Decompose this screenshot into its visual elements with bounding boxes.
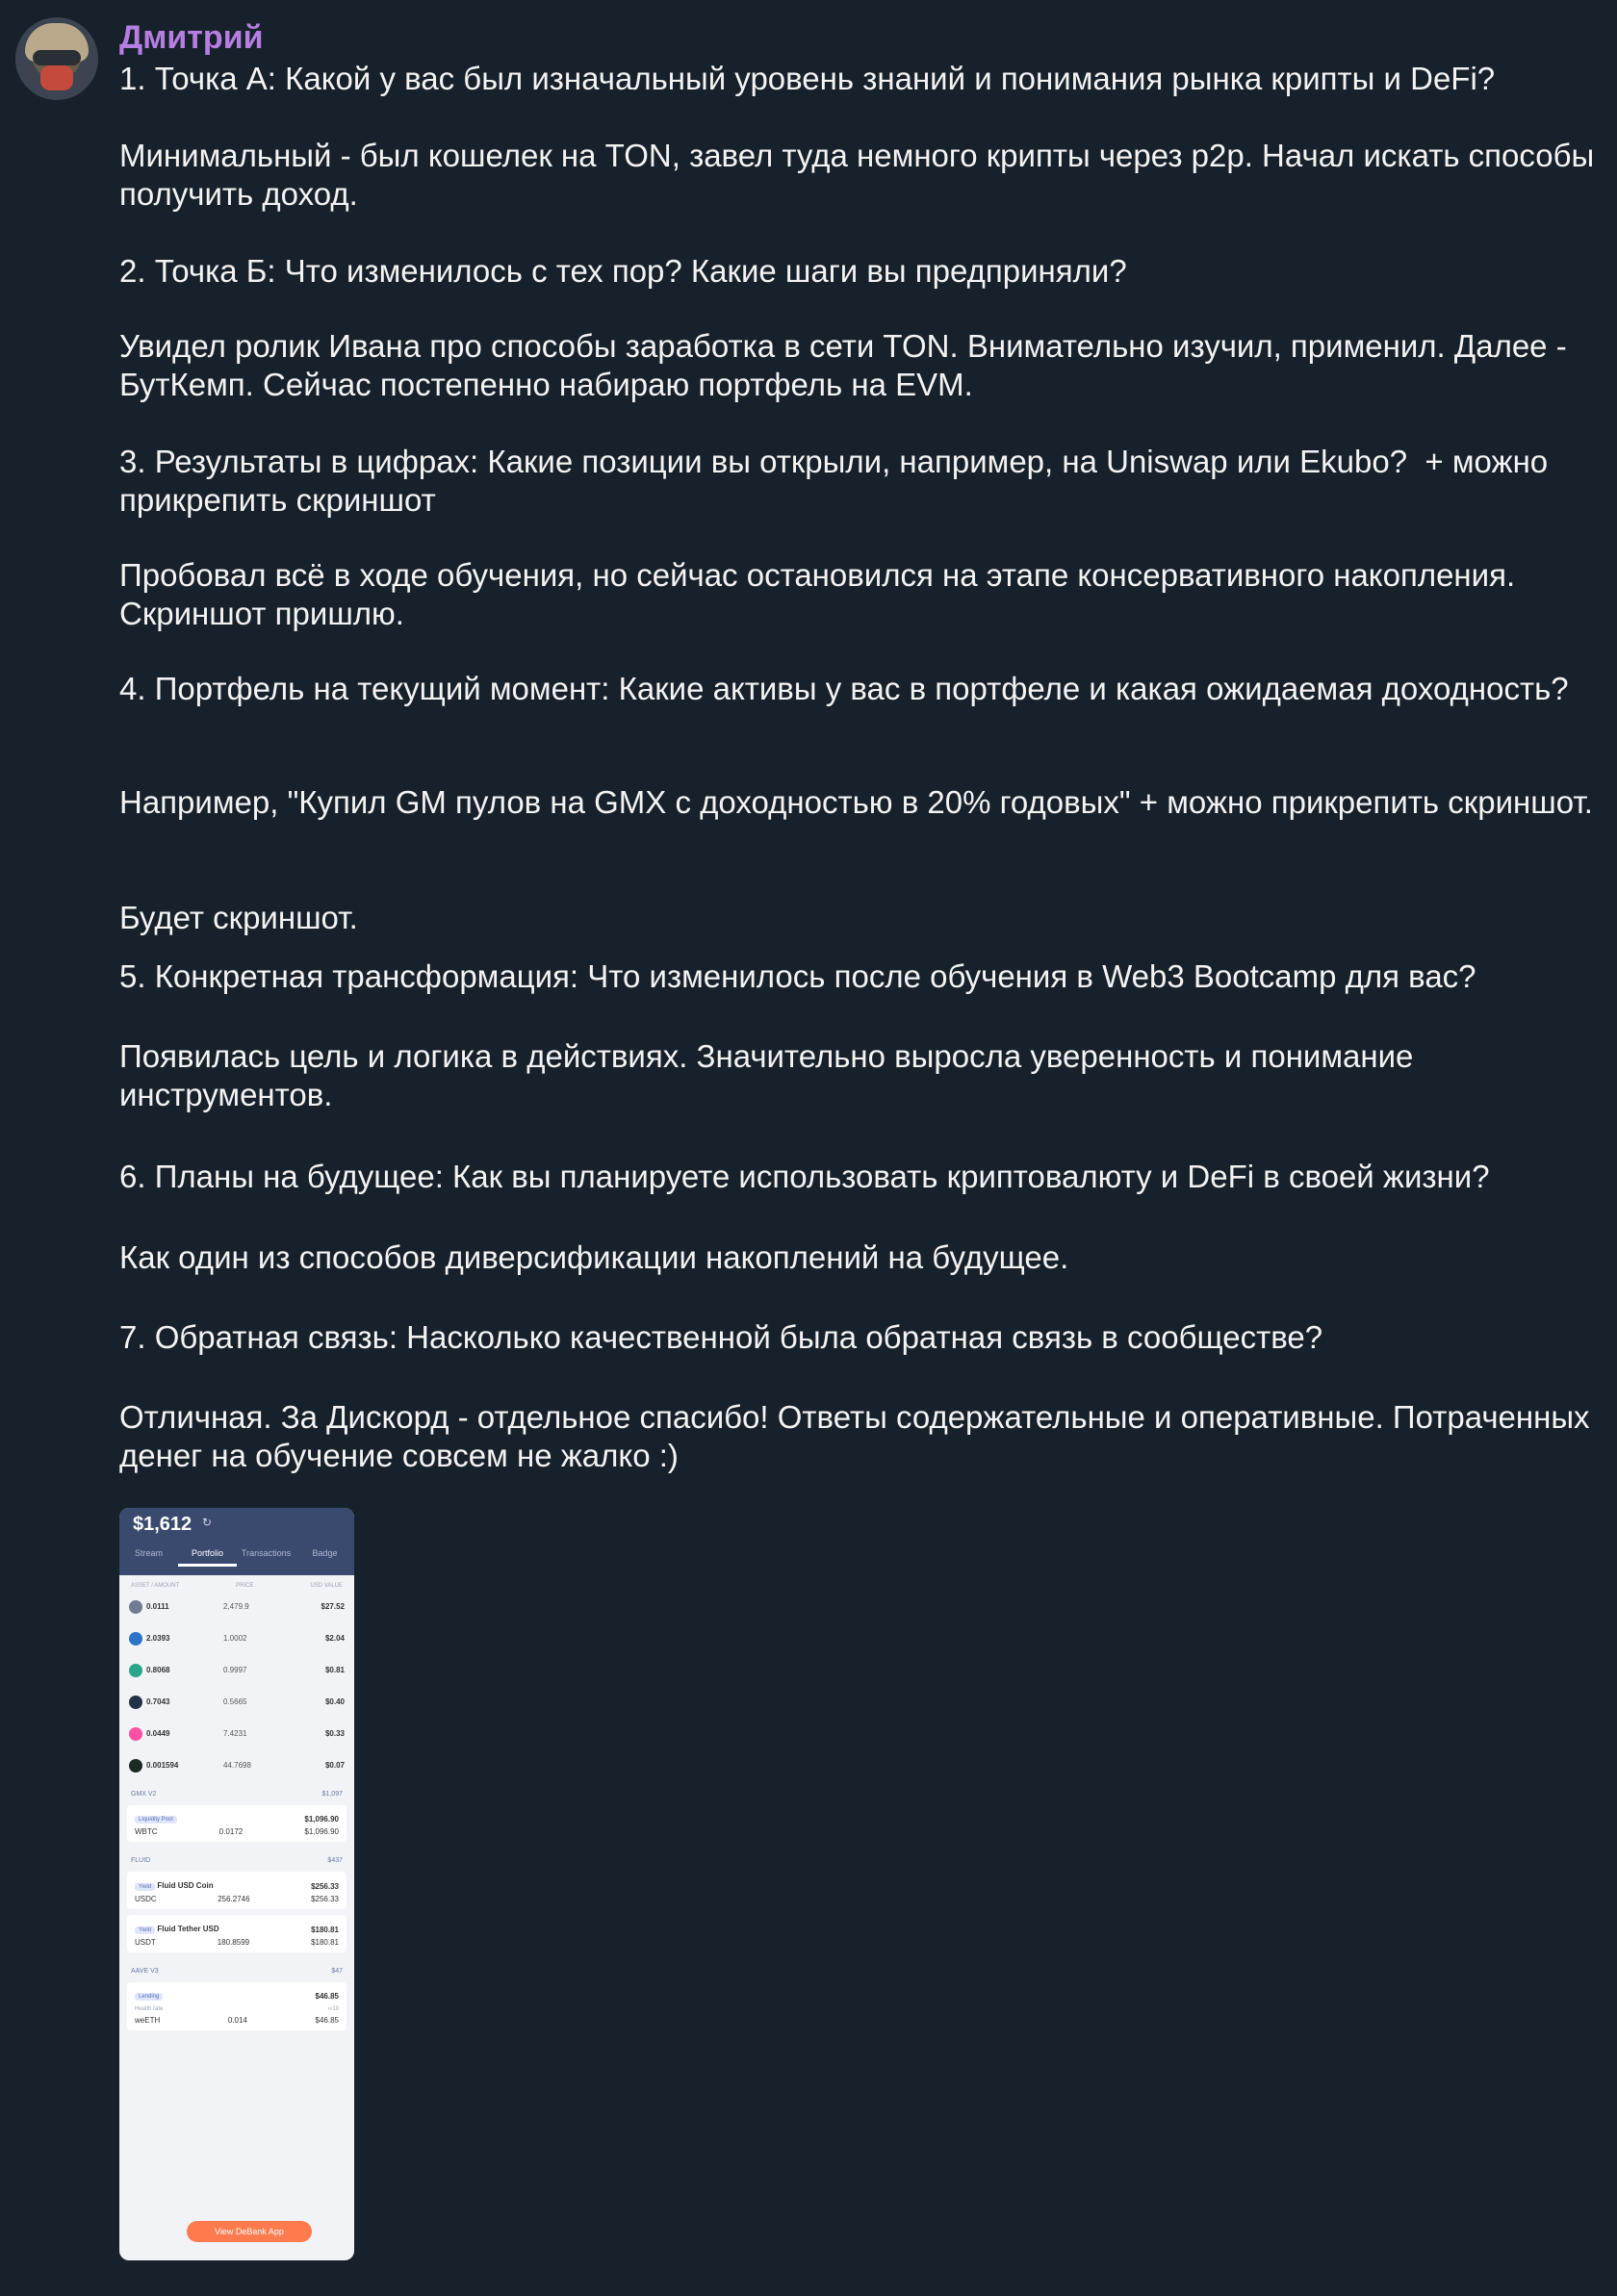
token-icon [129, 1600, 142, 1614]
token-icon [129, 1759, 142, 1773]
gmx-card: Liquidity Pool $1,096.90 WBTC 0.0172 $1,096.90 [127, 1805, 346, 1842]
message-line: 6. Планы на будущее: Как вы планируете использовать криптовалюту и DeFi в своей жизни? [119, 1159, 1490, 1194]
message-line: Отличная. За Дискорд - отдельное спасибо! Ответы содержательные и оперативные. Потраченных денег на обучение совсем не жалко :) [119, 1399, 1599, 1473]
portfolio-header [119, 1508, 354, 1575]
token-row: 0.8068 0.9997 $0.81 [119, 1654, 354, 1686]
protocol-fluid: FLUID $437 [131, 1857, 343, 1864]
token-icon [129, 1632, 142, 1645]
message-line: Пробовал всё в ходе обучения, но сейчас остановился на этапе консервативного накопления. Скриншот пришлю. [119, 557, 1525, 631]
message-line: Как один из способов диверсификации накоплений на будущее. [119, 1239, 1069, 1275]
token-icon [129, 1664, 142, 1677]
message-line: 2. Точка Б: Что изменилось с тех пор? Какие шаги вы предприняли? [119, 253, 1127, 289]
portfolio-screenshot[interactable] [119, 1508, 354, 2260]
fluid-card: Yield Fluid Tether USD $180.81 USDT 180.8599 $180.81 [127, 1915, 346, 1952]
message-line: Минимальный - был кошелек на TON, завел туда немного крипты через p2p. Начал искать способы получить доход. [119, 138, 1604, 212]
message-line: 4. Портфель на текущий момент: Какие активы у вас в портфеле и какая ожидаемая доходность? [119, 671, 1569, 706]
token-row: 0.001594 44.7698 $0.07 [119, 1749, 354, 1781]
message-line: 1. Точка А: Какой у вас был изначальный уровень знаний и понимания рынка крипты и DeFi? [119, 61, 1496, 96]
aave-card: Lending $46.85 Health rate ∞10 weETH 0.014 $46.85 [127, 1982, 346, 2030]
token-icon [129, 1727, 142, 1741]
protocol-aave: AAVE V3 $47 [131, 1968, 343, 1975]
message-line: Увидел ролик Ивана про способы заработка в сети TON. Внимательно изучил, применил. Далее - БутКемп. Сейчас постепенно набираю портфель на EVM. [119, 328, 1576, 402]
token-row: 0.0111 2,479.9 $27.52 [119, 1591, 354, 1622]
tab-transactions: Transactions [241, 1548, 292, 1558]
message-line: Появилась цель и логика в действиях. Значительно выросла уверенность и понимание инструментов. [119, 1038, 1423, 1112]
sender-name[interactable]: Дмитрий [119, 19, 264, 56]
token-row: 2.0393 1.0002 $2.04 [119, 1622, 354, 1654]
tab-portfolio: Portfolio [178, 1548, 237, 1567]
token-icon [129, 1696, 142, 1709]
message-line: 7. Обратная связь: Насколько качественной была обратная связь в сообществе? [119, 1319, 1323, 1355]
message-line: 5. Конкретная трансформация: Что изменилось после обучения в Web3 Bootcamp для вас? [119, 958, 1476, 994]
message-line: Будет скриншот. [119, 900, 358, 935]
token-table-header: ASSET / AMOUNT PRICE USD VALUE [131, 1583, 343, 1589]
message-line: Например, "Купил GM пулов на GMX с доходностью в 20% годовых" + можно прикрепить скриншот. [119, 784, 1593, 820]
token-row: 0.0449 7.4231 $0.33 [119, 1718, 354, 1749]
view-debank-button[interactable]: View DeBank App [187, 2221, 312, 2242]
refresh-icon: ↻ [202, 1516, 213, 1529]
tab-badge: Badge [312, 1548, 338, 1558]
fluid-card: Yield Fluid USD Coin $256.33 USDC 256.2746 $256.33 [127, 1872, 346, 1909]
avatar[interactable] [15, 17, 98, 100]
portfolio-balance: $1,612 [133, 1514, 192, 1535]
protocol-gmx: GMX V2 $1,097 [131, 1791, 343, 1798]
message-line: 3. Результаты в цифрах: Какие позиции вы открыли, например, на Uniswap или Ekubo? + можно прикрепить скриншот [119, 444, 1557, 518]
tab-stream: Stream [134, 1548, 163, 1558]
token-row: 0.7043 0.5665 $0.40 [119, 1686, 354, 1718]
